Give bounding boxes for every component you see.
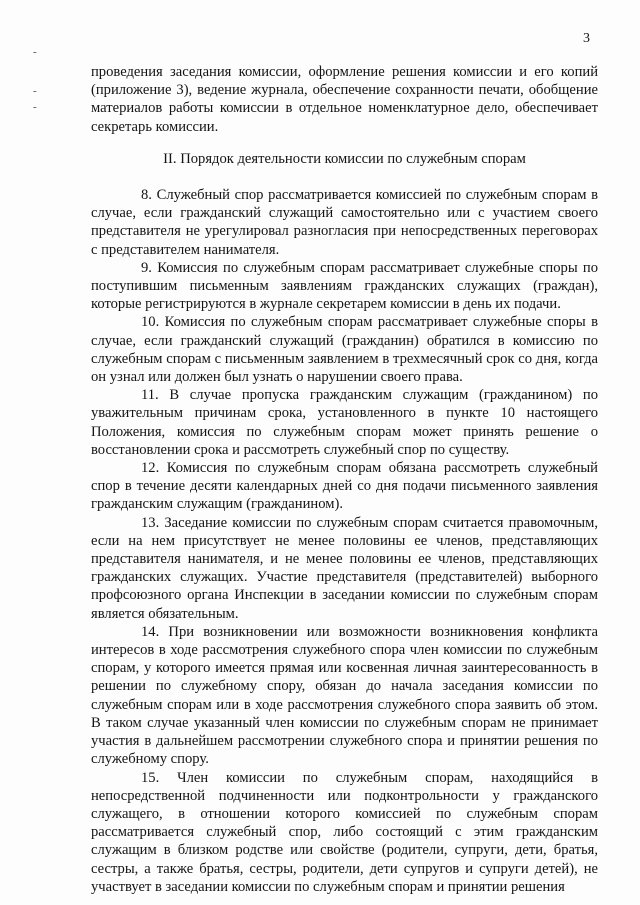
margin-mark: - bbox=[33, 46, 37, 58]
document-body bbox=[91, 186, 598, 896]
section-heading: II. Порядок деятельности комиссии по служебным спорам bbox=[163, 151, 526, 167]
page-number: 3 bbox=[583, 31, 590, 46]
paragraph-14: 14. При возникновении или возможности возникновения конфликта интересов в ходе рассмотрения служебного спора член комиссии по служебным спорам, у которого имеется прямая или косвенная личная заинтересованность в решении по служебному спору, обязан до начала заседания комиссии по служебным спорам или в ходе рассмотрения служебного спора заявить об этом. В таком случае указанный член комиссии по служебным спорам не принимает участия в дальнейшем рассмотрении служебного спора и принятии решения по служебному спору. bbox=[91, 623, 598, 768]
paragraph-10: 10. Комиссия по служебным спорам рассматривает служебные споры в случае, если гражданский служащий (гражданин) обратился в комиссию по служебным спорам с письменным заявлением в трехмесячный срок со дня, когда он узнал или должен был узнать о нарушении своего права. bbox=[91, 314, 598, 386]
margin-mark: - bbox=[33, 85, 37, 97]
paragraph-9: 9. Комиссия по служебным спорам рассматривает служебные споры по поступившим письменным заявлениям гражданских служащих (граждан), которые регистрируются в журнале секретарем комиссии в день их подачи. bbox=[91, 259, 598, 313]
intro-paragraph bbox=[91, 63, 598, 136]
margin-mark: - bbox=[33, 101, 37, 113]
paragraph-13: 13. Заседание комиссии по служебным спорам считается правомочным, если на нем присутствует не менее половины ее членов, представляющих представителя нанимателя, и не менее половины ее членов, представляющих гражданских служащих. Участие представителя (представителей) выборного профсоюзного органа Инспекции в заседании комиссии по служебным спорам является обязательным. bbox=[91, 514, 598, 622]
paragraph-8: 8. Служебный спор рассматривается комиссией по служебным спорам в случае, если гражданский служащий самостоятельно или с участием своего представителя не урегулировал разногласия при непосредственных переговорах с представителем нанимателя. bbox=[91, 187, 598, 258]
paragraph-11: 11. В случае пропуска гражданским служащим (гражданином) по уважительным причинам срока, установленного в пункте 10 настоящего Положения, комиссия по служебным спорам может принять решение о восстановлении срока и рассмотреть служебный спор по существу. bbox=[91, 387, 598, 458]
paragraph-15: 15. Член комиссии по служебным спорам, находящийся в непосредственной подчиненности или подконтрольности у гражданского служащего, в отношении которого комиссией по служебным спорам рассматривается служебный спор, либо состоящий с этим гражданским служащим в близком родстве или свойстве (родители, супруги, дети, братья, сестры, а также братья, сестры, родители, дети супругов и супруги детей), не участвует в заседании комиссии по служебным спорам и принятии решения bbox=[91, 769, 598, 895]
intro-text: проведения заседания комиссии, оформление решения комиссии и его копий (приложение 3), ведение журнала, обеспечение сохранности печати, обобщение материалов работы комиссии в отдельное номенклатурное дело, обеспечивает секретарь комиссии. bbox=[91, 64, 598, 135]
paragraph-12: 12. Комиссия по служебным спорам обязана рассмотреть служебный спор в течение десяти календарных дней со дня подачи письменного заявления гражданским служащим (гражданином). bbox=[91, 460, 598, 513]
